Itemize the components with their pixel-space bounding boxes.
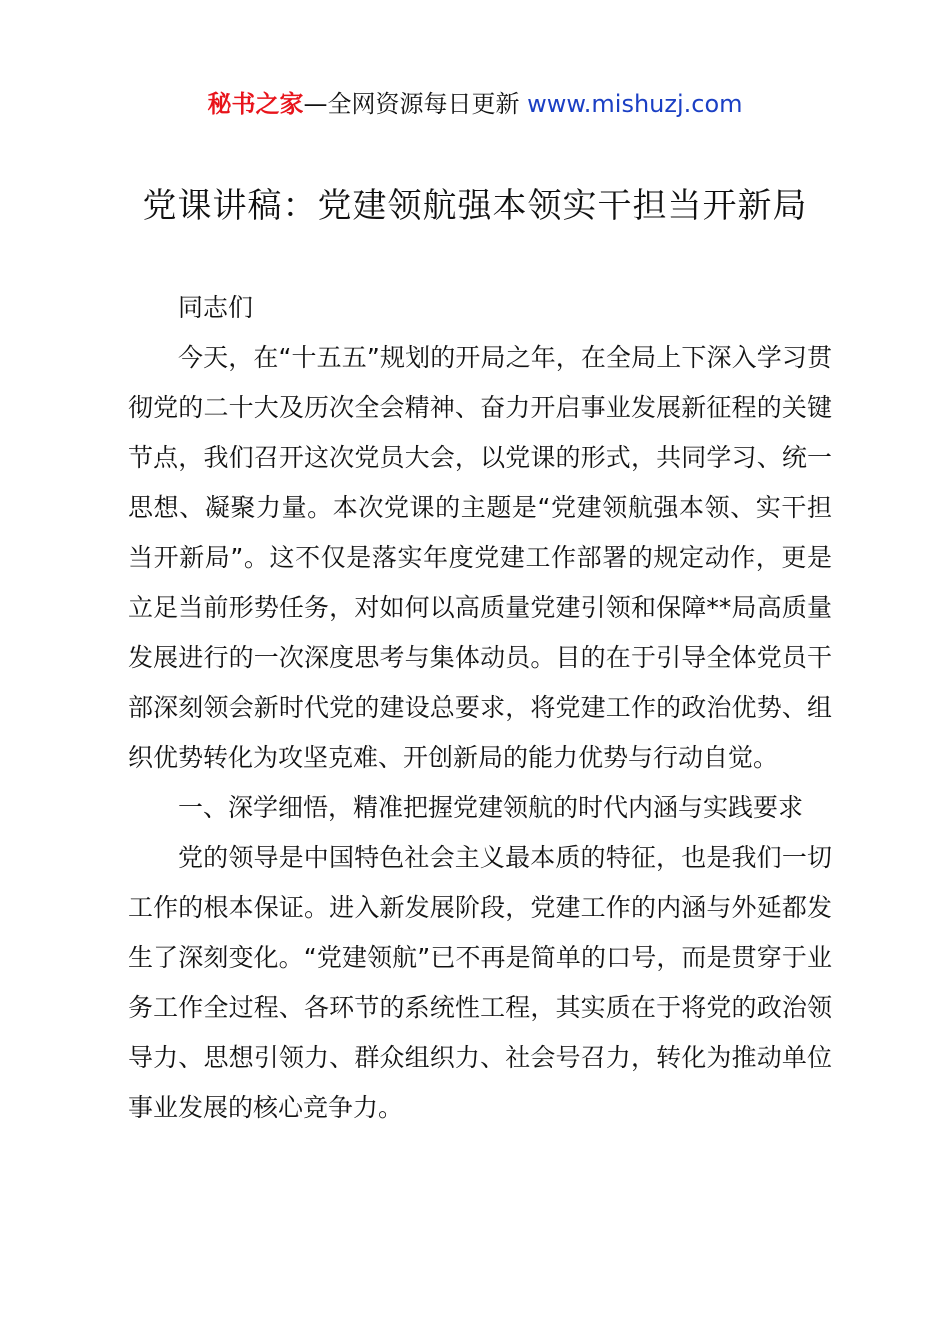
section-heading: 一、深学细悟，精准把握党建领航的时代内涵与实践要求 xyxy=(178,793,804,822)
document-body xyxy=(128,283,832,1133)
section-paragraph: 党的领导是中国特色社会主义最本质的特征，也是我们一切工作的根本保证。进入新发展阶段，党建工作的内涵与外延都发生了深刻变化。“党建领航”已不再是简单的口号，而是贯穿于业务工作全过程、各环节的系统性工程，其实质在于将党的政治领导力、思想引领力、群众组织力、社会号召力，转化为推动单位事业发展的核心竞争力。 xyxy=(128,843,832,1122)
intro-paragraph: 今天，在“十五五”规划的开局之年，在全局上下深入学习贯彻党的二十大及历次全会精神、奋力开启事业发展新征程的关键节点，我们召开这次党员大会，以党课的形式，共同学习、统一思想、凝聚力量。本次党课的主题是“党建领航强本领、实干担当开新局”。这不仅是落实年度党建工作部署的规定动作，更是立足当前形势任务，对如何以高质量党建引领和保障**局高质量发展进行的一次深度思考与集体动员。目的在于引导全体党员干部深刻领会新时代党的建设总要求，将党建工作的政治优势、组织优势转化为攻坚克难、开创新局的能力优势与行动自觉。 xyxy=(128,343,832,772)
site-url-link[interactable]: www.mishuzj.com xyxy=(527,90,743,118)
document-title: 党课讲稿：党建领航强本领实干担当开新局 xyxy=(142,186,808,226)
site-header xyxy=(0,86,950,122)
site-tagline: —全网资源每日更新 xyxy=(303,90,528,118)
site-brand: 秘书之家 xyxy=(207,90,304,118)
salutation: 同志们 xyxy=(178,293,254,322)
